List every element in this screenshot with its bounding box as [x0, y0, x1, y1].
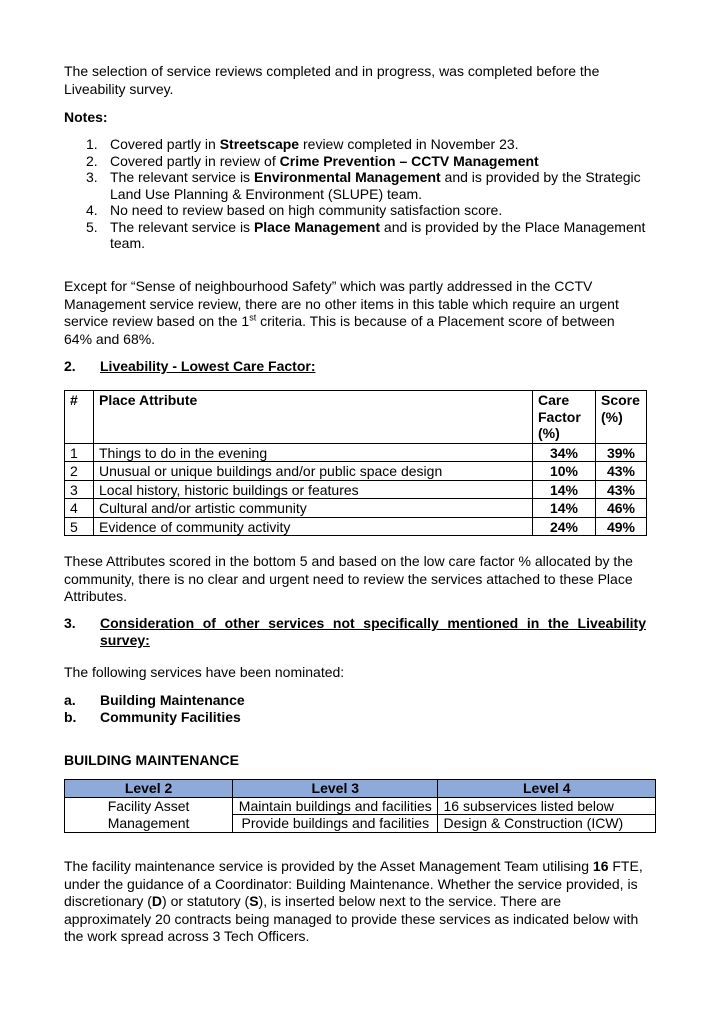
cell-attribute: Local history, historic buildings or features: [94, 480, 533, 499]
intro-paragraph: The selection of service reviews completed and in progress, was completed before the Liveability survey.: [64, 63, 600, 97]
table-row: [65, 797, 656, 815]
cell-level-3: Maintain buildings and facilities: [233, 797, 438, 815]
cell-num: 5: [65, 517, 94, 536]
col-header-care-factor: Care Factor (%): [533, 391, 596, 444]
cell-level-3: Provide buildings and facilities: [233, 815, 438, 833]
cell-score: 43%: [596, 462, 647, 481]
cell-attribute: Cultural and/or artistic community: [94, 499, 533, 518]
cell-level-2: Facility Asset Management: [65, 797, 233, 832]
col-header-score: Score (%): [596, 391, 647, 444]
cell-score: 39%: [596, 443, 647, 462]
table-row: [65, 517, 647, 536]
note-item: 5. The relevant service is Place Management and is provided by the Place Management team.: [86, 218, 646, 251]
cell-care-factor: 10%: [533, 462, 596, 481]
cell-num: 3: [65, 480, 94, 499]
cell-score: 49%: [596, 517, 647, 536]
table-header-row: [65, 391, 647, 444]
table-row: [65, 480, 647, 499]
building-maintenance-table: [64, 779, 656, 833]
table-row: [65, 462, 647, 481]
section-3-heading: 3. Consideration of other services not specifically mentioned in the Liveability survey:: [64, 615, 646, 648]
cell-num: 2: [65, 462, 94, 481]
liveability-table: [64, 390, 647, 536]
except-paragraph: Except for “Sense of neighbourhood Safety” which was partly addressed in the CCTV Management service review, there are no other items in this table which require an urgent service review based on the 1st criteria. This is because of a Placement score of between 64% and 68%.: [64, 278, 619, 347]
cell-care-factor: 34%: [533, 443, 596, 462]
cell-score: 43%: [596, 480, 647, 499]
table-row: [65, 499, 647, 518]
cell-care-factor: 14%: [533, 499, 596, 518]
col-header-level-3: Level 3: [233, 780, 438, 798]
cell-score: 46%: [596, 499, 647, 518]
col-header-level-2: Level 2: [65, 780, 233, 798]
note-item: 2. Covered partly in review of Crime Prevention – CCTV Management: [86, 152, 539, 169]
note-item: 3. The relevant service is Environmental Management and is provided by the Strategic Land Use Planning & Environment (SLUPE) team.: [86, 169, 641, 202]
cell-care-factor: 24%: [533, 517, 596, 536]
col-header-num: #: [65, 391, 94, 444]
building-maintenance-heading: BUILDING MAINTENANCE: [64, 752, 239, 768]
note-item: 4. No need to review based on high community satisfaction score.: [86, 202, 503, 218]
attributes-paragraph: These Attributes scored in the bottom 5 and based on the low care factor % allocated by the community, there is no clear and urgent need to review the services attached to these Place Attributes.: [64, 553, 633, 604]
note-item: 1. Covered partly in Streetscape review completed in November 23.: [86, 136, 519, 152]
cell-attribute: Evidence of community activity: [94, 517, 533, 536]
notes-heading: Notes:: [64, 109, 108, 125]
final-paragraph: The facility maintenance service is provided by the Asset Management Team utilising 16 FTE, under the guidance of a Coordinator: Building Maintenance. Whether the service provided, is discretionary (D) or statutory (S), is inserted below next to the service. There are approximately 20 contracts being managed to provide these services as indicated below with the work spread across 3 Tech Officers.: [64, 858, 643, 944]
cell-attribute: Things to do in the evening: [94, 443, 533, 462]
cell-level-4: Design & Construction (ICW): [438, 815, 656, 833]
cell-care-factor: 14%: [533, 480, 596, 499]
notes-list: [64, 136, 646, 252]
col-header-attribute: Place Attribute: [94, 391, 533, 444]
cell-attribute: Unusual or unique buildings and/or public space design: [94, 462, 533, 481]
table-header-row: [65, 780, 656, 798]
col-header-level-4: Level 4: [438, 780, 656, 798]
table-row: [65, 443, 647, 462]
cell-num: 4: [65, 499, 94, 518]
cell-num: 1: [65, 443, 94, 462]
cell-level-4: 16 subservices listed below: [438, 797, 656, 815]
nominated-paragraph: The following services have been nominated:: [64, 664, 345, 680]
